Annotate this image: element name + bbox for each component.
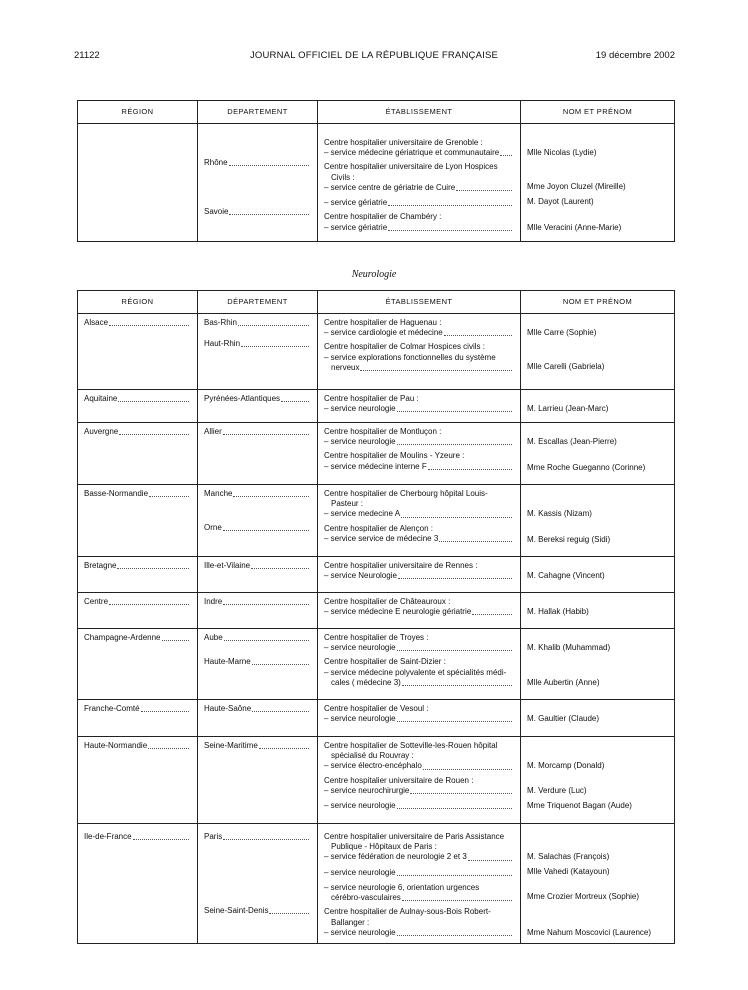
establishment-name: Centre hospitalier de Chambéry : <box>324 212 442 222</box>
person-name: M. Gaultier (Claude) <box>527 714 600 723</box>
service-line: – service service de médecine 3 <box>324 533 439 543</box>
person-name: Mme Nahum Moscovici (Laurence) <box>527 927 652 937</box>
service-line: – service Neurologie <box>324 571 397 581</box>
establishment-name: Centre hospitalier universitaire de Paris Assistance <box>324 832 505 841</box>
col-etablissement: ÉTABLISSEMENT <box>318 291 521 314</box>
establishment-name: Centre hospitalier universitaire de Lyon Hospices <box>324 162 498 172</box>
table-row <box>78 557 675 593</box>
establishment-name: Centre hospitalier de Sotteville-les-Rouen hôpital <box>324 741 498 750</box>
service-line: – service neurologie <box>324 801 396 811</box>
table-row <box>78 485 675 557</box>
region-name: Franche-Comté <box>84 704 140 713</box>
service-line: – service neurologie <box>324 437 396 447</box>
col-region: RÉGION <box>78 101 198 124</box>
establishment-name: Centre hospitalier de Aulnay-sous-Bois Robert- <box>324 907 491 917</box>
person-name: Mme Roche Gueganno (Corinne) <box>527 463 646 473</box>
service-line: – service médecine E neurologie gériatrie <box>324 607 472 617</box>
service-line: – service médecine interne F <box>324 461 427 471</box>
person-name: Mme Triquenot Bagan (Aude) <box>527 801 632 811</box>
person-name: Mlle Carelli (Gabriela) <box>527 362 605 372</box>
region-name: Centre <box>84 597 109 606</box>
establishment-cell <box>318 124 521 242</box>
section-title: Neurologie <box>351 269 397 280</box>
person-name: M. Khalib (Muhammad) <box>527 643 611 652</box>
dept-name: Bas-Rhin <box>204 318 237 327</box>
dept-name: Paris <box>204 832 223 841</box>
table-row <box>78 700 675 737</box>
establishment-name: Centre hospitalier de Troyes : <box>324 633 429 642</box>
table-row <box>78 824 675 944</box>
col-departement: DEPARTEMENT <box>198 101 318 124</box>
region-name: Ile-de-France <box>84 832 132 841</box>
establishment-name: Centre hospitalier de Vesoul : <box>324 704 429 713</box>
dept-name: Seine-Saint-Denis <box>204 906 269 916</box>
dept-name: Haute-Marne <box>204 657 251 667</box>
dept-name: Haute-Saône <box>204 704 252 713</box>
dept-name: Seine-Maritime <box>204 741 258 750</box>
establishment-name-cont: Publique - Hôpitaux de Paris : <box>331 842 437 852</box>
table-row <box>78 124 675 242</box>
person-name: Mlle Veracini (Anne-Marie) <box>527 222 622 232</box>
service-line: – service explorations fonctionnelles du système <box>324 352 496 362</box>
page-number: 21122 <box>74 50 100 61</box>
dept-name: Pyrénées-Atlantiques <box>204 394 281 403</box>
service-line: – service neurologie 6, orientation urgences <box>324 882 480 892</box>
service-line: – service électro-encéphalo <box>324 761 422 771</box>
neurologie-table <box>77 290 675 944</box>
name-cell <box>521 124 675 242</box>
col-etablissement: ÉTABLISSEMENT <box>318 101 521 124</box>
person-name: M. Hallak (Habib) <box>527 607 589 616</box>
person-name: M. Morcamp (Donald) <box>527 761 605 770</box>
table-header-row <box>78 291 675 314</box>
establishment-name: Centre hospitalier de Saint-Dizier : <box>324 657 446 667</box>
service-line: – service gériatrie <box>324 198 388 208</box>
dept-name: Orne <box>204 523 222 533</box>
region-name: Champagne-Ardenne <box>84 633 161 642</box>
establishment-name: Centre hospitalier universitaire de Rennes : <box>324 561 478 570</box>
person-name: Mlle Carre (Sophie) <box>527 328 597 337</box>
establishment-name-cont: Ballanger : <box>331 917 370 927</box>
person-name: Mme Joyon Cluzel (Mireille) <box>527 182 626 192</box>
establishment-name: Centre hospitalier de Haguenau : <box>324 318 442 327</box>
col-nom: NOM ET PRÉNOM <box>521 291 675 314</box>
service-line: – service neurologie <box>324 404 396 414</box>
service-line-cont: cales ( médecine 3) <box>331 677 401 687</box>
person-name: Mlle Vahedi (Katayoun) <box>527 867 610 877</box>
person-name: Mme Crozier Mortreux (Sophie) <box>527 892 640 902</box>
table-row <box>78 314 675 390</box>
service-line: – service fédération de neurologie 2 et 3 <box>324 852 467 862</box>
table-row <box>78 390 675 423</box>
establishment-name: Centre hospitalier universitaire de Rouen : <box>324 775 474 785</box>
establishment-name-cont: spécialisé du Rouvray : <box>331 751 414 761</box>
dept-name: Allier <box>204 427 222 436</box>
page-date: 19 décembre 2002 <box>595 50 675 61</box>
dept-name: Savoie <box>204 207 229 217</box>
region-name: Alsace <box>84 318 109 327</box>
top-table <box>77 100 675 242</box>
person-name: M. Salachas (François) <box>527 852 610 861</box>
table-row <box>78 423 675 485</box>
service-line-cont: cérébro-vasculaires <box>331 893 401 903</box>
establishment-name: Centre hospitalier universitaire de Grenoble : <box>324 138 483 147</box>
dept-name: Aube <box>204 633 223 642</box>
establishment-name: Centre hospitalier de Moulins - Yzeure : <box>324 451 465 461</box>
service-line-cont: nerveux <box>331 362 360 372</box>
person-name: M. Bereksi reguig (Sidi) <box>527 535 611 545</box>
person-name: Mlle Aubertin (Anne) <box>527 678 600 688</box>
service-line: – service medecine A <box>324 509 401 519</box>
service-line: – service cardiologie et médecine <box>324 328 443 338</box>
region-name: Bretagne <box>84 561 117 570</box>
region-name: Auvergne <box>84 427 119 436</box>
service-line: – service gériatrie <box>324 222 388 232</box>
establishment-name: Centre hospitalier de Châteauroux : <box>324 597 451 606</box>
establishment-name: Centre hospitalier de Pau : <box>324 394 419 403</box>
service-line: – service neurologie <box>324 643 396 653</box>
dept-name: Manche <box>204 489 233 498</box>
person-name: M. Escallas (Jean-Pierre) <box>527 437 617 446</box>
establishment-name: Centre hospitalier de Cherbourg hôpital Louis- <box>324 489 488 498</box>
col-nom: NOM ET PRÉNOM <box>521 101 675 124</box>
service-line: – service neurologie <box>324 927 396 937</box>
col-departement: DÉPARTEMENT <box>198 291 318 314</box>
person-name: M. Cahagne (Vincent) <box>527 571 605 580</box>
service-line: – service neurologie <box>324 867 396 877</box>
service-line: – service neurologie <box>324 714 396 724</box>
dept-name: Haut-Rhin <box>204 339 241 349</box>
person-name: M. Larrieu (Jean-Marc) <box>527 404 609 413</box>
dept-name: Ille-et-Vilaine <box>204 561 251 570</box>
service-line: – service centre de gériatrie de Cuire <box>324 182 456 192</box>
dept-name: Indre <box>204 597 223 606</box>
table-row <box>78 629 675 700</box>
service-line: – service médecine gériatrique et communautaire <box>324 148 500 158</box>
table-row <box>78 593 675 629</box>
col-region: RÉGION <box>78 291 198 314</box>
dept-cell <box>198 124 318 242</box>
service-line: – service neurochirurgie <box>324 785 410 795</box>
region-cell <box>78 124 198 242</box>
region-name: Haute-Normandie <box>84 741 148 750</box>
establishment-name: Centre hospitalier de Alençon : <box>324 523 433 533</box>
establishment-name: Centre hospitalier de Colmar Hospices civils : <box>324 342 485 352</box>
service-line: – service médecine polyvalente et spécialités médi- <box>324 667 507 677</box>
region-name: Aquitaine <box>84 394 118 403</box>
person-name: Mlle Nicolas (Lydie) <box>527 148 597 157</box>
table-row <box>78 737 675 824</box>
establishment-name-cont: Pasteur : <box>331 499 364 509</box>
person-name: M. Verdure (Luc) <box>527 786 587 796</box>
dept-name: Rhône <box>204 158 228 167</box>
table-header-row <box>78 101 675 124</box>
region-name: Basse-Normandie <box>84 489 149 498</box>
journal-title: JOURNAL OFFICIEL DE LA RÉPUBLIQUE FRANÇAISE <box>249 50 499 61</box>
establishment-name: Centre hospitalier de Montluçon : <box>324 427 442 436</box>
establishment-name-cont: Civils : <box>331 172 355 182</box>
person-name: M. Kassis (Nizam) <box>527 509 592 518</box>
person-name: M. Dayot (Laurent) <box>527 197 594 207</box>
